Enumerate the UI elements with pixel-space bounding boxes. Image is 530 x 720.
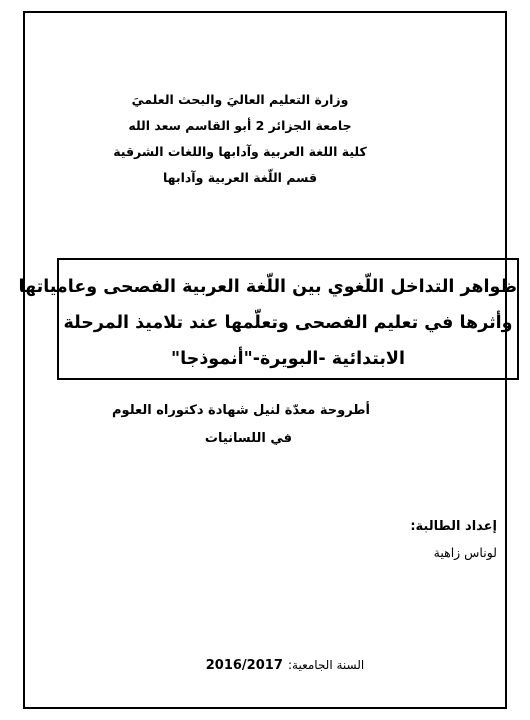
thesis-title-box bbox=[18, 258, 519, 380]
title-line-1: ظواهر التداخل اللّغوي بين اللّغة العربية الفصحى وعامياتها bbox=[18, 277, 517, 297]
author-name: لوناس زاهية bbox=[433, 545, 497, 560]
degree-line: أطروحة معدّة لنيل شهادة دكتوراه العلوم bbox=[112, 403, 370, 418]
academic-year-value: 2016/2017 bbox=[205, 658, 283, 673]
university-line: جامعة الجزائر 2 أبو القاسم سعد الله bbox=[128, 118, 352, 133]
title-line-2: وأثرها في تعليم الفصحى وتعلّمها عند تلاميذ المرحلة bbox=[63, 313, 513, 333]
specialty-line: في اللسانيات bbox=[204, 431, 292, 446]
department-line: قسم اللّغة العربية وآدابها bbox=[162, 170, 318, 185]
author-label: إعداد الطالبة: bbox=[410, 519, 497, 534]
academic-year-label: السنة الجامعية: bbox=[287, 658, 365, 672]
title-line-3: الابتدائية -البويرة-"أنموذجا" bbox=[171, 349, 405, 369]
ministry-line: وزارة التعليم العاليَ والبحث العلميَ bbox=[131, 92, 349, 107]
thesis-description bbox=[110, 397, 370, 453]
faculty-line: كلية اللغة العربية وآدابها واللغات الشرقية bbox=[113, 144, 367, 159]
academic-year bbox=[160, 654, 410, 673]
institution-header bbox=[90, 87, 390, 191]
